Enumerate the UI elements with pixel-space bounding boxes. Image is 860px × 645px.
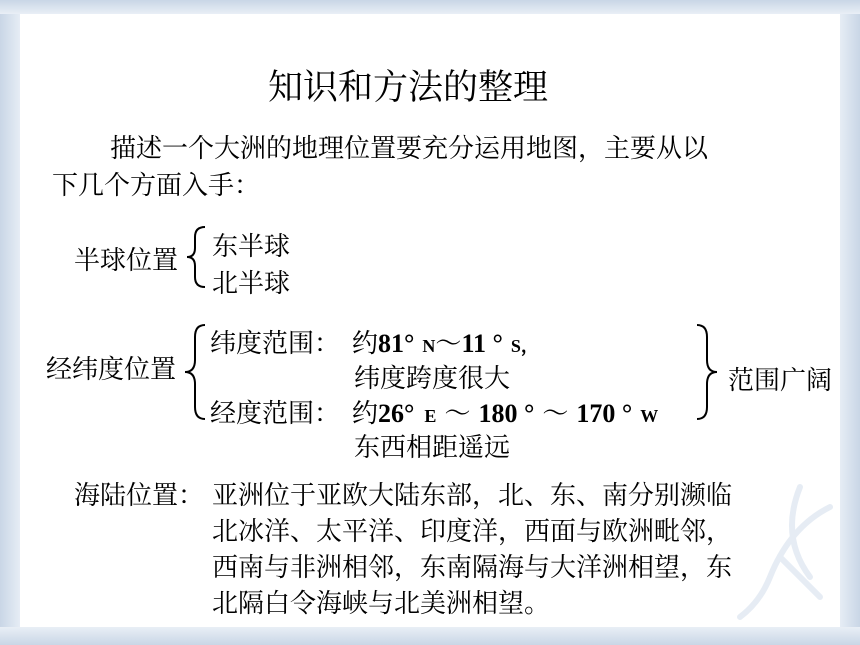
latitude-range-value: 约81° N～11 ° S， — [352, 329, 539, 359]
page-title: 知识和方法的整理 — [268, 68, 549, 108]
background-border-left — [0, 0, 20, 645]
background-border-right — [840, 0, 860, 645]
sea-land-line-1: 亚洲位于亚欧大陆东部，北、东、南分别濒临 — [212, 481, 733, 511]
hemisphere-brace — [185, 224, 209, 290]
hemisphere-label: 半球位置 — [74, 246, 179, 276]
range-summary-brace — [693, 322, 719, 422]
hemisphere-item-east: 东半球 — [212, 232, 291, 262]
sea-land-line-2: 北冰洋、太平洋、印度洋，西面与欧洲毗邻， — [212, 517, 733, 547]
latitude-note: 纬度跨度很大 — [354, 364, 511, 394]
sea-land-line-4: 北隔白令海峡与北美洲相望。 — [212, 589, 551, 619]
latlon-label: 经纬度位置 — [46, 355, 177, 385]
latlon-brace — [183, 322, 209, 422]
hemisphere-item-north: 北半球 — [212, 269, 291, 299]
longitude-range-label: 经度范围： — [210, 399, 341, 429]
sea-land-label: 海陆位置： — [74, 481, 205, 511]
sea-land-line-3: 西南与非洲相邻，东南隔海与大洋洲相望，东 — [212, 553, 733, 583]
range-summary: 范围广阔 — [728, 366, 833, 396]
longitude-note: 东西相距遥远 — [354, 433, 511, 463]
longitude-range-value: 约26° E ～ 180 ° ～ 170 ° W — [352, 399, 659, 429]
background-border-top — [0, 0, 860, 14]
intro-line-1: 描述一个大洲的地理位置要充分运用地图，主要从以 — [110, 134, 709, 164]
latitude-range-label: 纬度范围： — [210, 329, 341, 359]
intro-line-2: 下几个方面入手： — [52, 171, 261, 201]
background-border-bottom — [0, 627, 860, 645]
